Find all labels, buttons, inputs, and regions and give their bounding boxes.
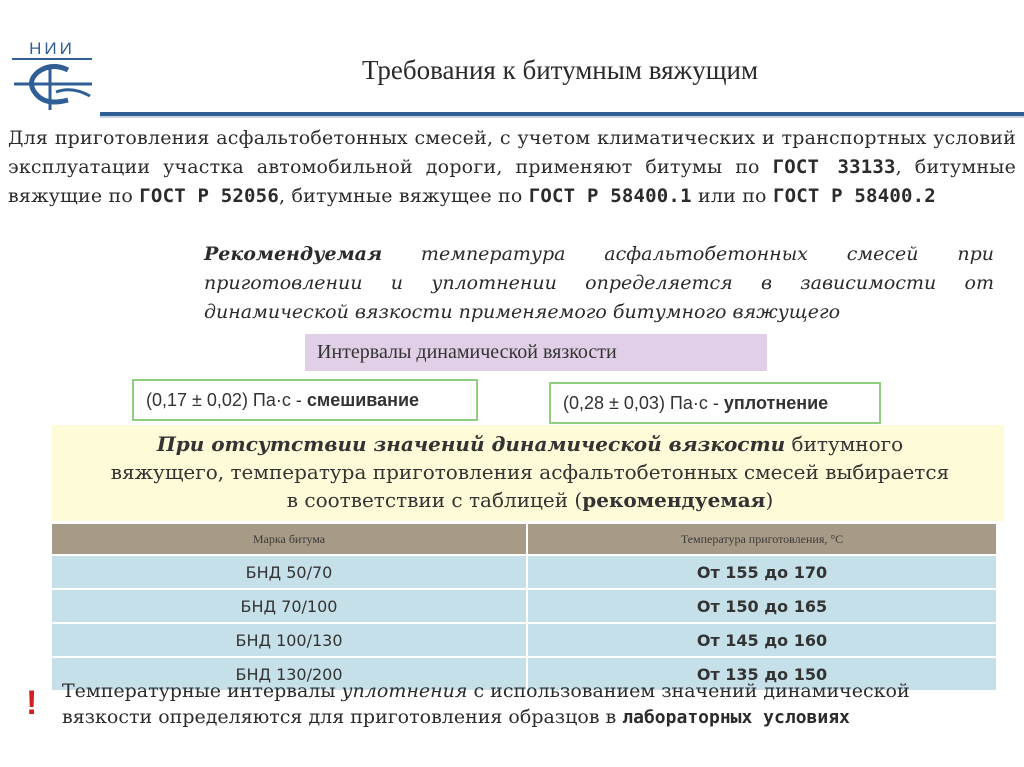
intervals-title: Интервалы динамической вязкости bbox=[305, 334, 767, 371]
table-row bbox=[52, 623, 997, 657]
compaction-interval-box bbox=[549, 382, 881, 424]
table-row bbox=[52, 555, 997, 589]
intro-text-4: или по bbox=[691, 185, 773, 207]
temp-cell: От 155 до 170 bbox=[527, 555, 997, 589]
mixing-value: (0,17 ± 0,02) Па·с - bbox=[146, 390, 307, 410]
gost-58400-2: ГОСТ Р 58400.2 bbox=[772, 185, 936, 207]
intro-paragraph bbox=[8, 124, 1016, 211]
col-header-temp: Температура приготовления, °С bbox=[527, 524, 997, 555]
note-bold: рекомендуемая bbox=[582, 488, 766, 512]
page-title: Требования к битумным вяжущим bbox=[361, 55, 759, 85]
note-text-2: ) bbox=[765, 488, 774, 512]
table-header-row bbox=[52, 524, 997, 555]
note-text-1: битумного вяжущего, температура приготовления асфальтобетонных смесей выбирается в соответствии с таблицей ( bbox=[110, 432, 950, 512]
grade-cell: БНД 70/100 bbox=[52, 589, 527, 623]
table-row bbox=[52, 589, 997, 623]
mixing-interval-box bbox=[132, 379, 478, 421]
col-header-grade: Марка битума bbox=[52, 524, 527, 555]
alert-exclamation-icon: ! bbox=[26, 684, 38, 722]
recommend-bold: Рекомендуемая bbox=[204, 243, 383, 265]
compaction-label: уплотнение bbox=[723, 393, 829, 413]
intro-text-3: , битумные вяжущее по bbox=[278, 185, 529, 207]
gost-52056: ГОСТ Р 52056 bbox=[139, 185, 279, 207]
recommend-text: температура асфальтобетонных смесей при приготовлении и уплотнении определяется в зависимости от динамической вязкости применяемого битумного вяжущего bbox=[204, 243, 994, 323]
svg-text:НИИ: НИИ bbox=[29, 39, 75, 58]
mixing-label: смешивание bbox=[306, 390, 420, 410]
grade-cell: БНД 50/70 bbox=[52, 555, 527, 589]
intro-text-2: , битумные вяжущие по bbox=[8, 156, 1017, 207]
note-bold-italic: При отсутствии значений динамической вязкости bbox=[156, 432, 786, 456]
gost-58400-1: ГОСТ Р 58400.1 bbox=[528, 185, 692, 207]
gost-33133: ГОСТ 33133 bbox=[772, 156, 896, 178]
temp-cell: От 135 до 150 bbox=[527, 657, 997, 690]
temperature-table bbox=[52, 524, 998, 690]
institute-logo bbox=[6, 30, 98, 116]
recommend-paragraph bbox=[204, 240, 994, 327]
header-divider-shadow bbox=[100, 116, 1024, 118]
footnote-bold: лабораторных условиях bbox=[622, 707, 850, 728]
intro-text-1: Для приготовления асфальтобетонных смесей, с учетом климатических и транспортных условий эксплуатации участка автомобильной дороги, применяют битумы по bbox=[8, 127, 1016, 178]
footnote-text bbox=[62, 678, 1002, 731]
grade-cell: БНД 130/200 bbox=[52, 657, 527, 690]
temp-cell: От 150 до 165 bbox=[527, 589, 997, 623]
grade-cell: БНД 100/130 bbox=[52, 623, 527, 657]
compaction-value: (0,28 ± 0,03) Па·с - bbox=[563, 393, 724, 413]
note-text bbox=[110, 430, 950, 514]
footnote-italic: уплотнения bbox=[341, 680, 468, 702]
temp-cell: От 145 до 160 bbox=[527, 623, 997, 657]
footnote-text-1: Температурные интервалы bbox=[62, 680, 342, 702]
footnote-text-2: с использованием значений динамической вязкости определяются для приготовления образцов в bbox=[62, 680, 910, 728]
